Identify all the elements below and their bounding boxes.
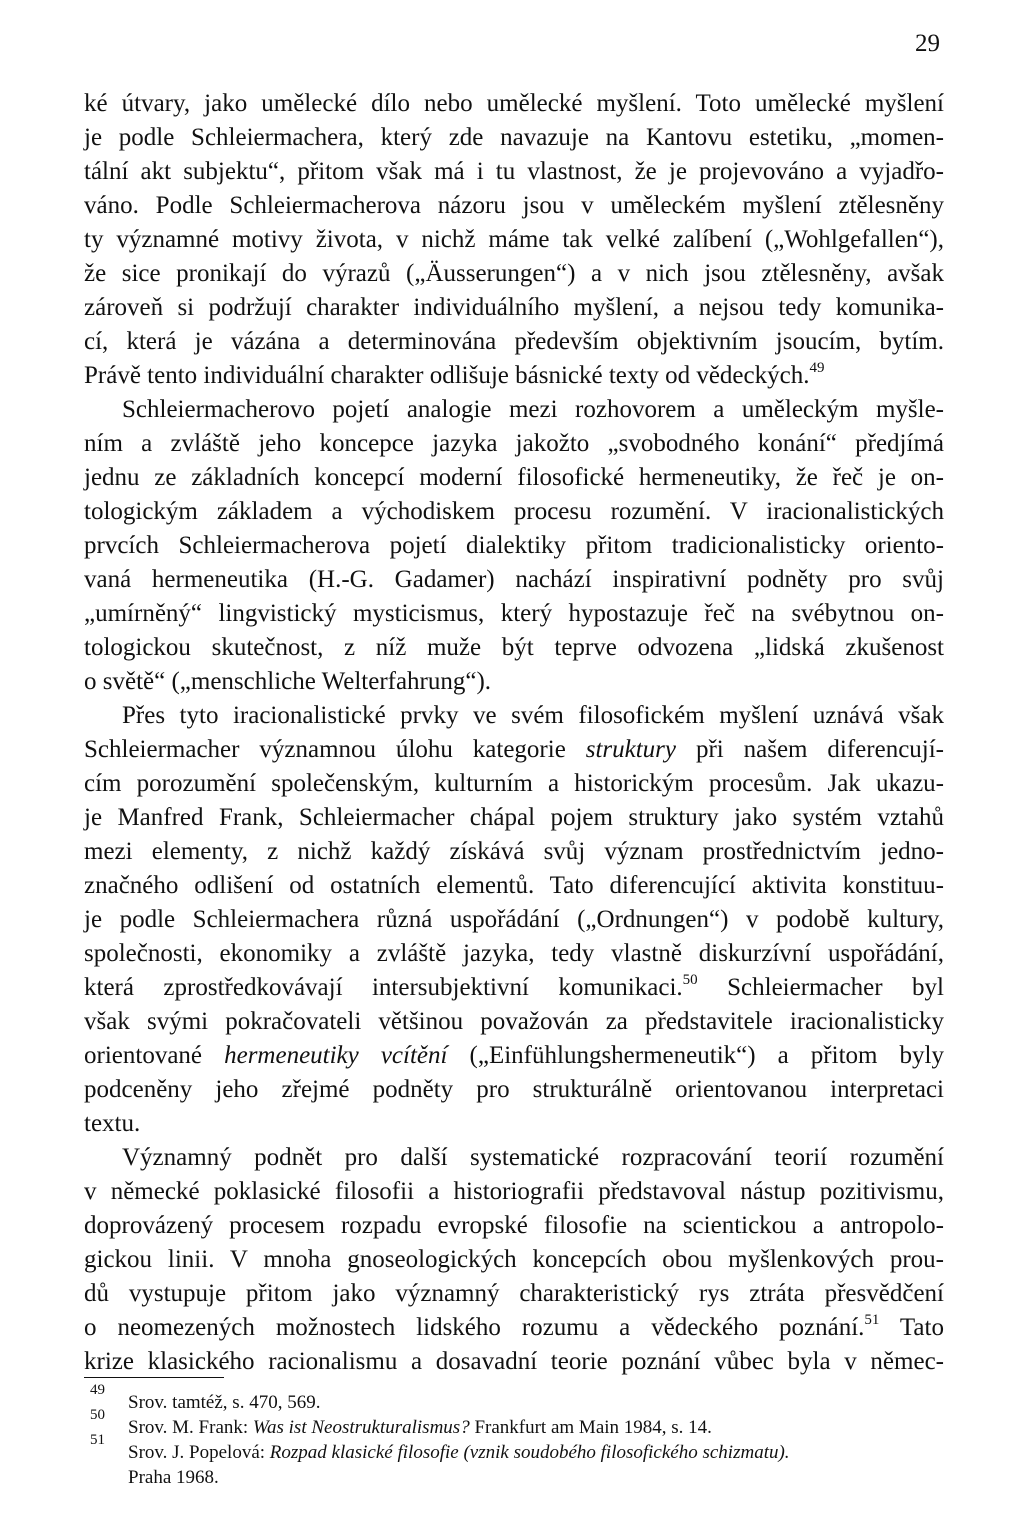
text-line: Přes tyto iracionalistické prvky ve svém filosofickém myšlení uznává však (122, 702, 944, 729)
text-line: váno. Podle Schleiermacherova názoru jsou v uměleckém myšlení ztělesněny (84, 192, 944, 219)
text-segment: o neomezených možnostech lidského rozumu a vědeckého poznání. (84, 1314, 865, 1341)
footnote-ref-50: 50 (682, 972, 698, 988)
text-segment: která zprostředkovávají intersubjektivní komunikaci. (84, 974, 683, 1001)
text-line: tální akt subjektu“, přitom však má i tu vlastnost, že je projevováno a vyjadřo- (84, 158, 944, 185)
text-line: dů vystupuje přitom jako významný charakteristický rys ztráta přesvědčení (84, 1280, 944, 1307)
footnote-text: Praha 1968. (128, 1467, 219, 1488)
text-line: vaná hermeneutika (H.-G. Gadamer) nachází inspirativní podněty pro svůj (84, 566, 944, 593)
footnotes (84, 1382, 944, 1490)
text-line: je podle Schleiermachera různá uspořádání („Ordnungen“) v podobě kultury, (84, 906, 944, 933)
text-line: ké útvary, jako umělecké dílo nebo umělecké myšlení. Toto umělecké myšlení (84, 90, 944, 117)
text-line: tologickým základem a východiskem procesu rozumění. V iracionalistických (84, 498, 944, 525)
text-line: je Manfred Frank, Schleiermacher chápal pojem struktury jako systém vztahů (84, 804, 944, 831)
text-line: je podle Schleiermachera, který zde navazuje na Kantovu estetiku, „momen- (84, 124, 944, 151)
text-segment: Tato (899, 1314, 944, 1341)
text-line: cí, která je vázána a determinována především objektivním jsoucím, bytím. (84, 328, 944, 355)
text-segment: Právě tento individuální charakter odlišuje básnické texty od vědeckých. (84, 362, 810, 389)
page-number: 29 (915, 30, 940, 57)
text-line: doprovázený procesem rozpadu evropské filosofie na scientickou a antropolo- (84, 1212, 944, 1239)
text-line: zároveň si podržují charakter individuálního myšlení, a nejsou tedy komunika- (84, 294, 944, 321)
text-line (84, 1039, 944, 1073)
text-line: krize klasického racionalismu a dosavadní teorie poznání vůbec byla v němec- (84, 1348, 944, 1375)
text-line (84, 1311, 944, 1345)
text-line: však svými pokračovateli většinou považován za představitele iracionalisticky (84, 1008, 944, 1035)
text-line: o světě“ („menschliche Welterfahrung“). (84, 668, 492, 695)
footnote-51: 51 Srov. J. Popelová: Rozpad klasické filosofie (vznik soudobého filosofického schizmatu). Praha 1968. (90, 1432, 790, 1488)
footnote-ref-51: 51 (864, 1312, 880, 1328)
text-line: společnosti, ekonomiky a zvláště jazyka, tedy vlastně diskurzívní uspořádání, (84, 940, 944, 967)
text-line: tologickou skutečnost, z níž muže být teprve odvozena „lidská zkušenost (84, 634, 944, 661)
text-line: Významný podnět pro další systematické rozpracování teorií rozumění (122, 1144, 944, 1171)
text-segment: („Einfühlungshermeneutik“) a přitom byly (469, 1042, 944, 1069)
body-text (84, 87, 944, 1379)
text-line: že sice pronikají do výrazů („Äusserungen“) a v nich jsou ztělesněny, avšak (84, 260, 944, 287)
text-line: prvcích Schleiermacherova pojetí dialektiky přitom tradicionalisticky oriento- (84, 532, 944, 559)
footnote-title: Was ist Neostrukturalismus? (252, 1417, 470, 1438)
text-line: „umírněný“ lingvistický mysticismus, který hypostazuje řeč na svébytnou on- (84, 600, 944, 627)
footnote-ref-49: 49 (809, 360, 825, 376)
text-segment: při našem diferencují- (695, 736, 945, 763)
text-segment: orientované (84, 1042, 203, 1069)
text-line: textu. (84, 1110, 141, 1137)
text-line: Schleiermacherovo pojetí analogie mezi rozhovorem a uměleckým myšle- (122, 396, 944, 423)
text-line: mezi elementy, z nichž každý získává svůj význam prostřednictvím jedno- (84, 838, 944, 865)
text-segment: Schleiermacher významnou úlohu kategorie (84, 736, 566, 763)
italic-term: struktury (585, 736, 677, 763)
footnote-text: Srov. J. Popelová: (128, 1442, 266, 1463)
text-line: ty významné motivy života, v nichž máme tak velké zalíbení („Wohlgefallen“), (84, 226, 944, 253)
italic-term: hermeneutiky vcítění (224, 1042, 448, 1069)
text-line (84, 733, 944, 767)
text-line: v německé poklasické filosofii a historiografii představoval nástup pozitivismu, (84, 1178, 944, 1205)
footnote-title: Rozpad klasické filosofie (vznik soudobého filosofického schizmatu). (269, 1442, 790, 1463)
footnote-text: Srov. tamtéž, s. 470, 569. (128, 1392, 321, 1413)
text-line: podceněny jeho zřejmé podněty pro strukturálně orientovanou interpretaci (84, 1076, 944, 1103)
text-line: gickou linii. V mnoha gnoseologických koncepcích obou myšlenkových prou- (84, 1246, 944, 1273)
text-line: značného odlišení od ostatních elementů. Tato diferencující aktivita konstituu- (84, 872, 944, 899)
text-line (84, 971, 944, 1005)
footnote-50: 50 Srov. M. Frank: Was ist Neostrukturalismus? Frankfurt am Main 1984, s. 14. (90, 1407, 712, 1438)
text-segment: Schleiermacher byl (727, 974, 944, 1001)
footnote-49: 49 Srov. tamtéž, s. 470, 569. (90, 1382, 321, 1413)
footnote-text: Srov. M. Frank: (128, 1417, 249, 1438)
text-line: cím porozumění společenským, kulturním a historickým procesům. Jak ukazu- (84, 770, 944, 797)
footnote-divider (84, 1377, 224, 1378)
footnote-text: Frankfurt am Main 1984, s. 14. (474, 1417, 712, 1438)
text-line: ním a zvláště jeho koncepce jazyka jakožto „svobodného konání“ předjímá (84, 430, 944, 457)
text-line (84, 359, 944, 393)
text-line: jednu ze základních koncepcí moderní filosofické hermeneutiky, že řeč je on- (84, 464, 944, 491)
